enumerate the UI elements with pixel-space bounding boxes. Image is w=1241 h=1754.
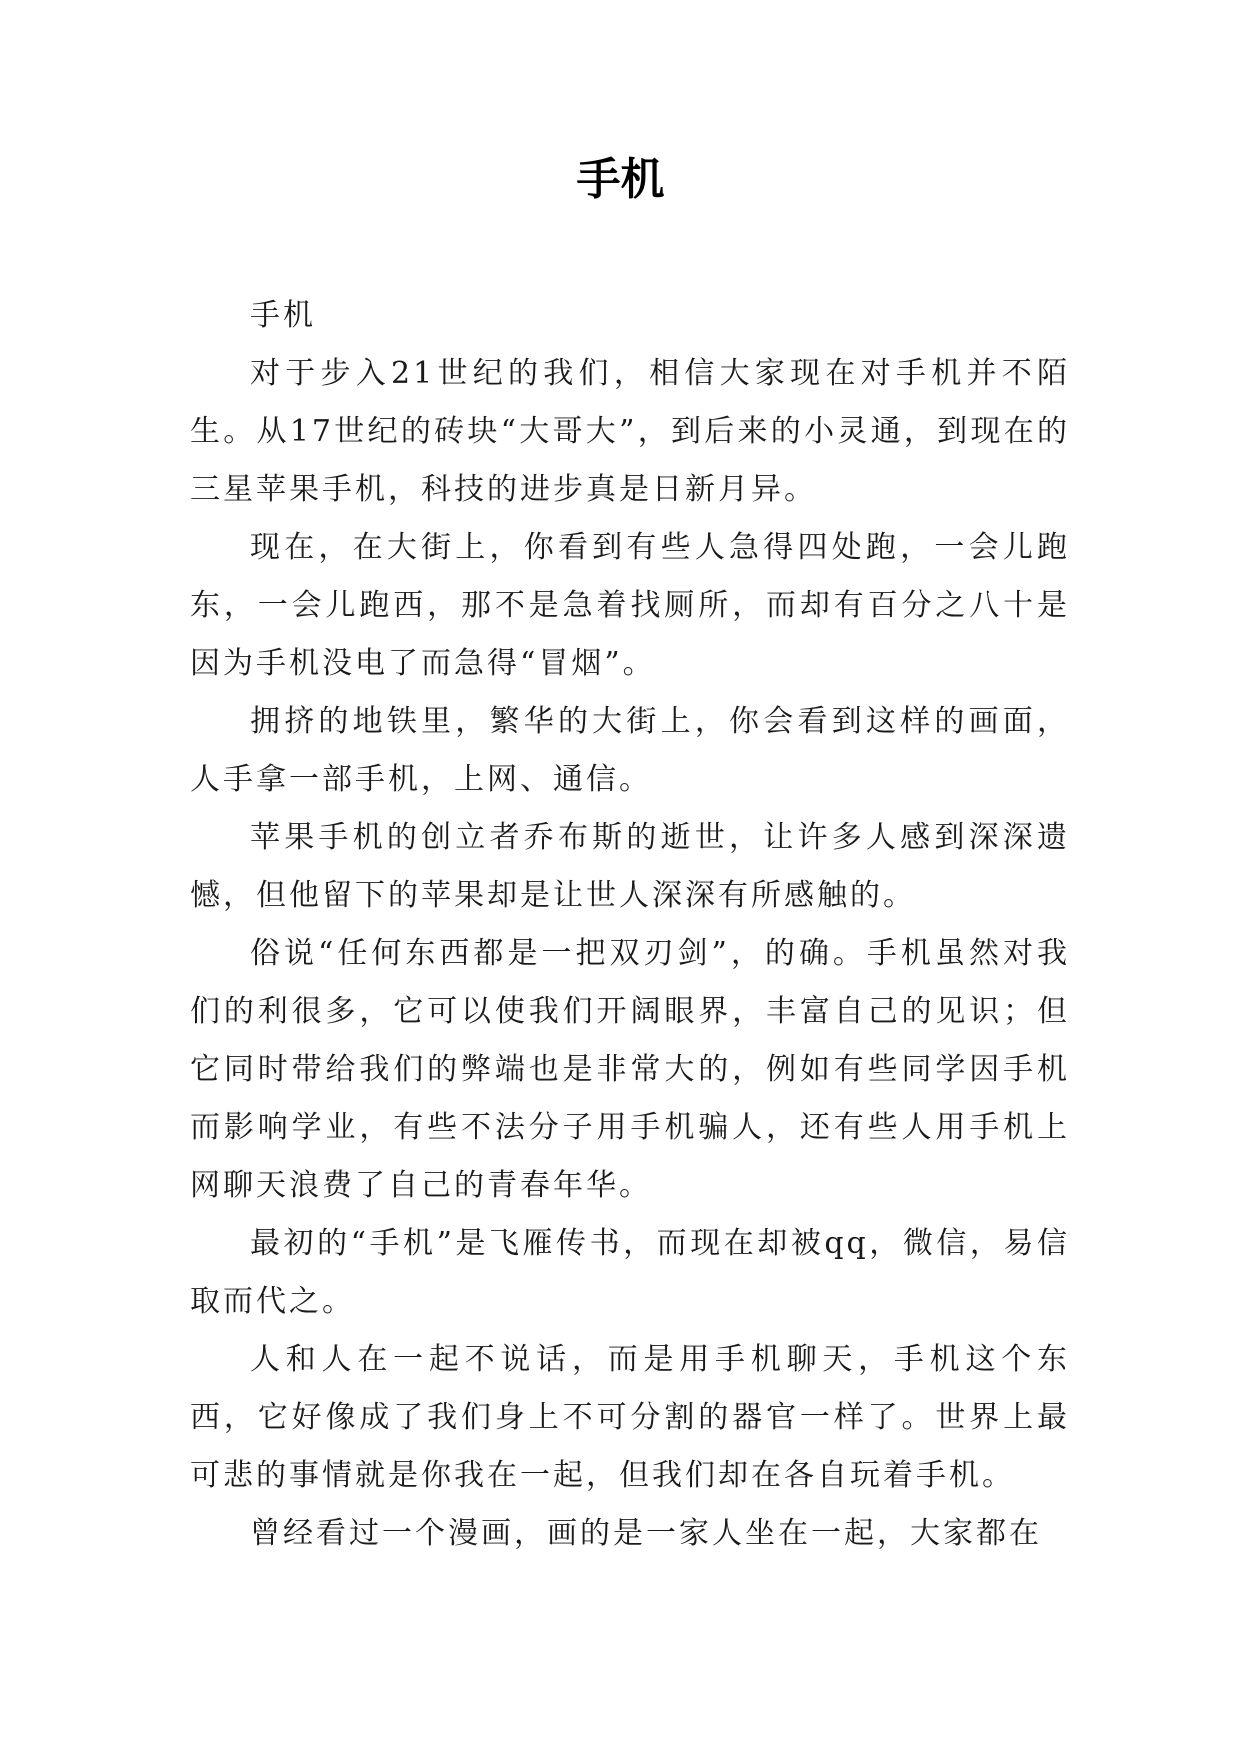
paragraph: 现在，在大街上，你看到有些人急得四处跑，一会儿跑东，一会儿跑西，那不是急着找厕所，而却有百分之八十是因为手机没电了而急得“冒烟”。	[190, 530, 1070, 681]
paragraph: 俗说“任何东西都是一把双刃剑”，的确。手机虽然对我们的利很多，它可以使我们开阔眼界，丰富自己的见识；但它同时带给我们的弊端也是非常大的，例如有些同学因手机而影响学业，有些不法分子用手机骗人，还有些人用手机上网聊天浪费了自己的青春年华。	[190, 936, 1070, 1203]
paragraph: 手机	[250, 298, 316, 333]
document-body	[190, 287, 1070, 1563]
paragraph: 苹果手机的创立者乔布斯的逝世，让许多人感到深深遗憾，但他留下的苹果却是让世人深深有所感触的。	[190, 820, 1070, 913]
paragraph: 人和人在一起不说话，而是用手机聊天，手机这个东西，它好像成了我们身上不可分割的器官一样了。世界上最可悲的事情就是你我在一起，但我们却在各自玩着手机。	[190, 1342, 1070, 1493]
paragraph: 对于步入21世纪的我们，相信大家现在对手机并不陌生。从17世纪的砖块“大哥大”，到后来的小灵通，到现在的三星苹果手机，科技的进步真是日新月异。	[190, 356, 1070, 507]
paragraph: 曾经看过一个漫画，画的是一家人坐在一起，大家都在	[250, 1516, 1042, 1551]
paragraph: 拥挤的地铁里，繁华的大街上，你会看到这样的画面，人手拿一部手机，上网、通信。	[190, 704, 1070, 797]
document-title: 手机	[576, 154, 665, 205]
paragraph: 最初的“手机”是飞雁传书，而现在却被qq，微信，易信取而代之。	[190, 1226, 1070, 1319]
